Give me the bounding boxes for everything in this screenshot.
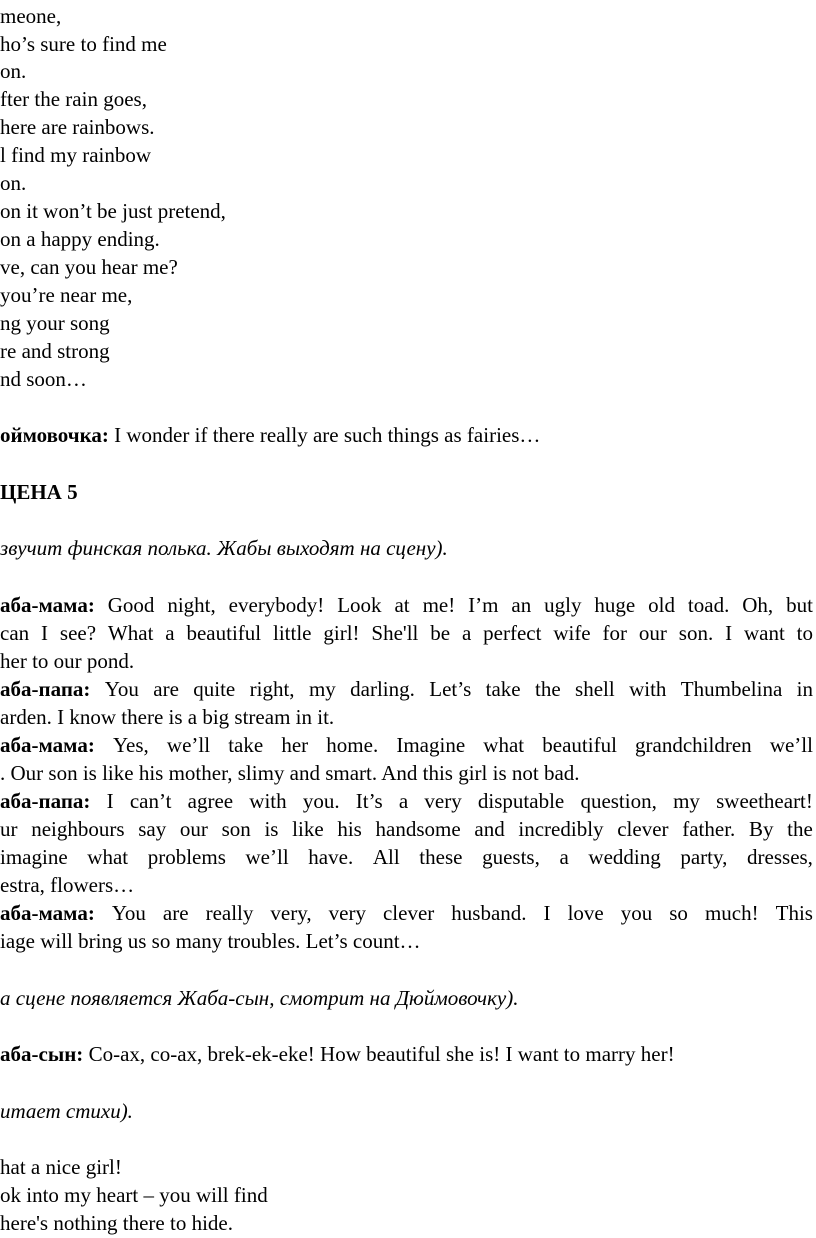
word: our: [638, 621, 667, 645]
word: incredibly: [518, 817, 604, 841]
word: you.: [302, 789, 340, 813]
speaker-name: аба-мама:: [0, 901, 95, 925]
word: an: [511, 593, 532, 617]
word: be: [430, 621, 451, 645]
song-line: here are rainbows.: [0, 115, 155, 139]
dialogue-line: [0, 703, 334, 731]
dialogue-line: [0, 927, 421, 955]
word: these: [419, 845, 463, 869]
word: little: [273, 621, 312, 645]
word: are: [153, 677, 179, 701]
song-line: nd soon…: [0, 367, 87, 391]
speech-text: Co-ax, co-ax, brek-ek-eke! How beautiful she is! I want to marry her!: [83, 1042, 675, 1066]
word: really: [205, 901, 254, 925]
word: say: [138, 817, 167, 841]
word: ur: [0, 817, 18, 841]
word: much!: [704, 901, 759, 925]
word: She'll: [371, 621, 419, 645]
word: Oh,: [742, 593, 774, 617]
poem-line: hat a nice girl!: [0, 1155, 122, 1179]
word: our: [179, 817, 208, 841]
word: imagine: [0, 845, 68, 869]
word: her: [281, 733, 309, 757]
word: love: [567, 901, 604, 925]
word: son: [221, 817, 251, 841]
word: girl!: [323, 621, 360, 645]
song-line: on it won’t be just pretend,: [0, 199, 226, 223]
word: Let’s: [429, 677, 472, 701]
word: Good: [107, 593, 155, 617]
dialogue-line: [0, 899, 813, 927]
speaker-name: аба-мама:: [0, 593, 95, 617]
word: a: [165, 621, 175, 645]
word: at: [394, 593, 410, 617]
word: quite: [193, 677, 236, 701]
speech-text: estra, flowers…: [0, 873, 135, 897]
word: a: [559, 845, 569, 869]
word: shell: [575, 677, 615, 701]
word: clever: [617, 817, 669, 841]
word: guests,: [482, 845, 540, 869]
word: huge: [594, 593, 636, 617]
word: I: [106, 789, 114, 813]
dialogue-line: [0, 871, 134, 899]
word: the: [535, 677, 561, 701]
word: you: [620, 901, 653, 925]
word: take: [485, 677, 521, 701]
song-line: you’re near me,: [0, 283, 133, 307]
word: sweetheart!: [716, 789, 813, 813]
dialogue-line-son: [0, 1040, 675, 1068]
dialogue-line: [0, 843, 813, 871]
word: ugly: [544, 593, 582, 617]
word: disputable: [477, 789, 565, 813]
poem-line: ok into my heart – you will find: [0, 1183, 268, 1207]
speaker-name: аба-сын:: [0, 1042, 84, 1066]
song-line: re and strong: [0, 339, 110, 363]
word: beautiful: [186, 621, 262, 645]
word: Look: [337, 593, 382, 617]
word: in: [796, 677, 813, 701]
dialogue-line-thumbelina: [0, 421, 540, 449]
word: what: [483, 733, 525, 757]
word: You: [104, 677, 139, 701]
word: toad.: [687, 593, 730, 617]
scene-heading: ЦЕНА 5: [0, 480, 78, 504]
song-line: fter the rain goes,: [0, 87, 147, 111]
word: my: [308, 677, 336, 701]
word: clever: [382, 901, 435, 925]
word: This: [775, 901, 813, 925]
speech-text: . Our son is like his mother, slimy and smart. And this girl is not bad.: [0, 761, 580, 785]
speech-text: arden. I know there is a big stream in it.: [0, 705, 335, 729]
word: very: [424, 789, 462, 813]
word: All: [372, 845, 400, 869]
song-line: on a happy ending.: [0, 227, 160, 251]
stage-direction: а сцене появляется Жаба-сын, смотрит на Дюймовочку).: [0, 986, 519, 1010]
word: problems: [147, 845, 226, 869]
word: father.: [682, 817, 736, 841]
word: wife: [553, 621, 591, 645]
word: party,: [680, 845, 728, 869]
word: handsome: [375, 817, 461, 841]
word: wedding: [588, 845, 661, 869]
dialogue-line: [0, 647, 134, 675]
word: we’ll: [769, 733, 813, 757]
word: and: [474, 817, 505, 841]
word: everybody!: [228, 593, 325, 617]
word: want: [743, 621, 785, 645]
word: are: [162, 901, 189, 925]
song-line: ve, can you hear me?: [0, 255, 178, 279]
word: agree: [187, 789, 234, 813]
word: Thumbelina: [680, 677, 783, 701]
word: what: [87, 845, 129, 869]
speaker-name: аба-мама:: [0, 733, 95, 757]
word: It’s: [355, 789, 383, 813]
word: can’t: [129, 789, 172, 813]
word: I: [725, 621, 733, 645]
dialogue-line: [0, 619, 813, 647]
word: I’m: [468, 593, 499, 617]
word: grandchildren: [635, 733, 752, 757]
stage-direction: итает стихи).: [0, 1099, 133, 1123]
word: very: [328, 901, 366, 925]
speech-text: I wonder if there really are such things as fairies…: [108, 423, 541, 447]
word: so: [669, 901, 688, 925]
dialogue-line: [0, 787, 813, 815]
word: What: [107, 621, 154, 645]
word: very,: [270, 901, 312, 925]
word: a: [461, 621, 472, 645]
word: Yes,: [112, 733, 149, 757]
poem-line: here's nothing there to hide.: [0, 1211, 233, 1235]
word: we’ll: [245, 845, 289, 869]
song-line: l find my rainbow: [0, 143, 152, 167]
word: neighbours: [31, 817, 125, 841]
speech-text: her to our pond.: [0, 649, 135, 673]
word: but: [786, 593, 813, 617]
dialogue-line: [0, 759, 580, 787]
word: is: [264, 817, 279, 841]
word: son.: [678, 621, 714, 645]
word: can: [0, 621, 30, 645]
speaker-name: аба-папа:: [0, 677, 91, 701]
speaker-name: аба-папа:: [0, 789, 91, 813]
song-line: on.: [0, 171, 27, 195]
dialogue-line: [0, 731, 813, 759]
word: right,: [249, 677, 295, 701]
word: the: [787, 817, 813, 841]
word: to: [796, 621, 813, 645]
word: darling.: [350, 677, 415, 701]
song-line: ho’s sure to find me: [0, 32, 167, 56]
word: husband.: [451, 901, 527, 925]
word: we’ll: [166, 733, 211, 757]
word: take: [228, 733, 264, 757]
word: Imagine: [396, 733, 466, 757]
word: question,: [580, 789, 657, 813]
word: my: [673, 789, 700, 813]
song-line: on.: [0, 59, 27, 83]
word: perfect: [483, 621, 542, 645]
word: old: [648, 593, 675, 617]
word: like: [292, 817, 324, 841]
word: You: [111, 901, 146, 925]
word: beautiful: [542, 733, 617, 757]
word: me!: [422, 593, 456, 617]
word: his: [337, 817, 362, 841]
dialogue-line: [0, 815, 813, 843]
speaker-name: оймовочка:: [0, 423, 109, 447]
word: for: [602, 621, 628, 645]
song-line: meone,: [0, 4, 62, 28]
word: a: [398, 789, 409, 813]
word: home.: [326, 733, 379, 757]
stage-direction: звучит финская полька. Жабы выходят на сцену).: [0, 536, 448, 560]
speech-text: iage will bring us so many troubles. Let’s count…: [0, 929, 421, 953]
word: with: [629, 677, 667, 701]
word: I: [543, 901, 551, 925]
word: night,: [167, 593, 216, 617]
word: with: [249, 789, 287, 813]
word: have.: [308, 845, 354, 869]
word: dresses,: [747, 845, 813, 869]
word: By: [748, 817, 774, 841]
dialogue-line: [0, 675, 813, 703]
word: see?: [59, 621, 97, 645]
song-line: ng your song: [0, 311, 110, 335]
dialogue-line: [0, 591, 813, 619]
word: I: [41, 621, 49, 645]
